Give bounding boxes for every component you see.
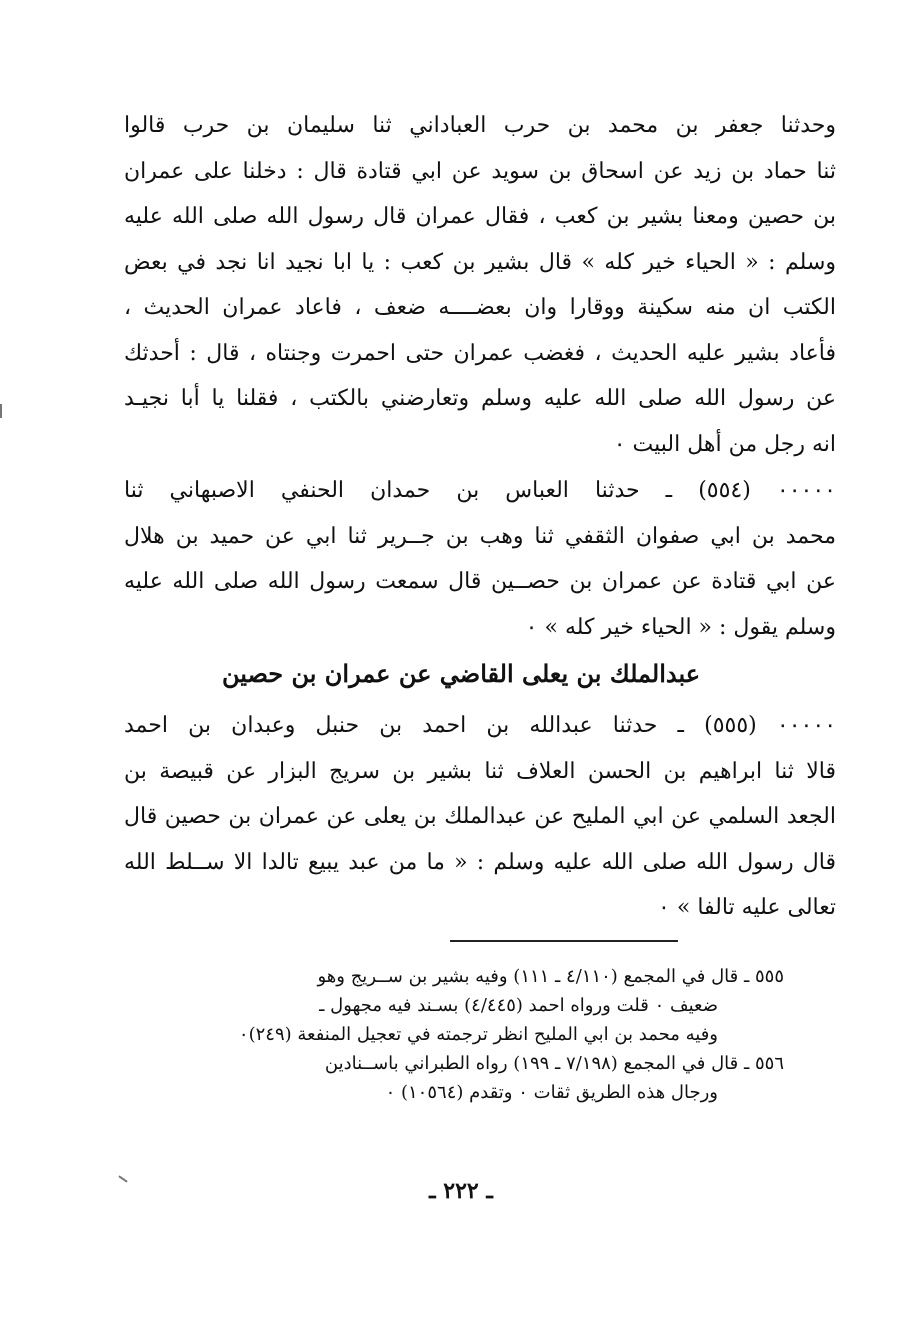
- text-line: وسلم : « الحياء خير كله » قال بشير بن كعب : يا ابا نجيد انا نجد في بعض: [124, 249, 836, 275]
- paragraph-3: [124, 703, 836, 931]
- text-line: قالا ثنا ابراهيم بن الحسن العلاف ثنا بشير بن سريج البزار عن قبيصة بن: [124, 758, 836, 784]
- text-line: انه رجل من أهل البيت ٠: [613, 431, 836, 457]
- footnotes: [134, 962, 784, 1107]
- text-line: عن ابي قتادة عن عمران بن حصــين قال سمعت رسول الله صلى الله عليه: [124, 569, 836, 594]
- text-line: ثنا حماد بن زيد عن اسحاق بن سويد عن ابي قتادة قال : دخلنا على عمران: [124, 158, 836, 184]
- footnote-line: وفيه محمد بن ابي المليح انظر ترجمته في تعجيل المنفعة (٢٤٩)٠: [238, 1024, 718, 1045]
- paragraph-2: [124, 468, 836, 650]
- page-number: ـ ٢٢٢ ـ: [429, 1178, 493, 1204]
- footnote-line: ضعيف ٠ قلت ورواه احمد (٤/٤٤٥) بسـند فيه مجهول ـ: [319, 995, 718, 1016]
- paragraph-1: [124, 103, 836, 467]
- text-line: بن حصين ومعنا بشير بن كعب ، فقال عمران قال رسول الله صلى الله عليه: [124, 204, 836, 229]
- footnote-separator: [450, 940, 678, 942]
- text-line: محمد بن ابي صفوان الثقفي ثنا وهب بن جــرير ثنا ابي عن حميد بن هلال: [124, 523, 836, 549]
- scan-edge-mark: [0, 404, 2, 418]
- text-line: ٠٠٠٠٠ (٥٥٥) ـ حدثنا عبدالله بن احمد بن حنبل وعبدان بن احمد: [124, 713, 836, 738]
- text-line: الكتب ان منه سكينة ووقارا وان بعضــــه ضعف ، فاعاد عمران الحديث ،: [124, 295, 836, 320]
- text-line: فأعاد بشير عليه الحديث ، فغضب عمران حتى احمرت وجنتاه ، قال : أحدثك: [124, 340, 836, 366]
- text-line: عن رسول الله صلى الله عليه وسلم وتعارضني بالكتب ، فقلنا يا أبا نجيـد: [124, 386, 836, 411]
- text-line: تعالى عليه تالفا » ٠: [658, 895, 836, 920]
- footnote-line: ٥٥٥ ـ قال في المجمع (٤/١١٠ ـ ١١١) وفيه بشير بن ســريج وهو: [317, 966, 784, 987]
- text-line: قال رسول الله صلى الله عليه وسلم : « ما من عبد يبيع تالدا الا ســلط الله: [124, 849, 836, 875]
- text-line: الجعد السلمي عن ابي المليح عن عبدالملك بن يعلى عن عمران بن حصين قال: [124, 804, 836, 829]
- text-line: وسلم يقول : « الحياء خير كله » ٠: [525, 614, 836, 640]
- section-heading: عبدالملك بن يعلى القاضي عن عمران بن حصين: [221, 659, 701, 688]
- text-line: ٠٠٠٠٠ (٥٥٤) ـ حدثنا العباس بن حمدان الحنفي الاصبهاني ثنا: [124, 478, 836, 503]
- text-line: وحدثنا جعفر بن محمد بن حرب العباداني ثنا سليمان بن حرب قالوا: [124, 113, 836, 138]
- footnote-line: ٥٥٦ ـ قال في المجمع (٧/١٩٨ ـ ١٩٩) رواه الطبراني باســنادين: [324, 1053, 784, 1074]
- footnote-line: ورجال هذه الطريق ثقات ٠ وتقدم (١٠٥٦٤) ٠: [385, 1082, 718, 1103]
